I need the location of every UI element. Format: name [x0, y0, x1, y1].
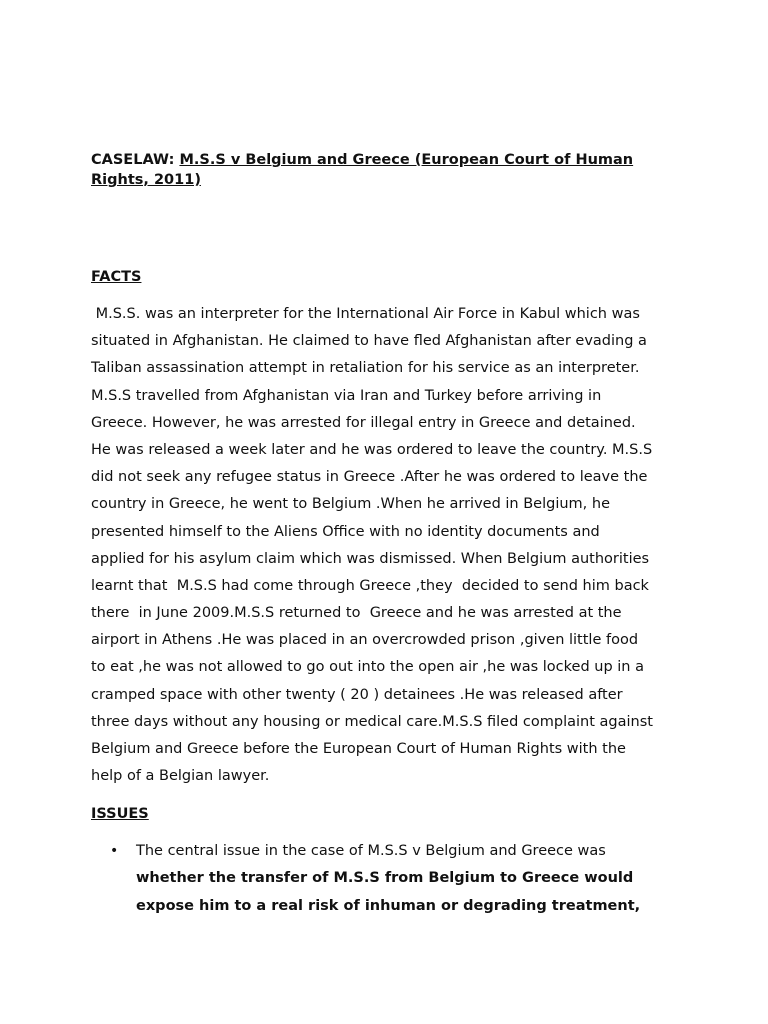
caselaw-heading	[91, 150, 681, 190]
facts-line: applied for his asylum claim which was dismissed. When Belgium authorities	[91, 550, 650, 567]
facts-line: to eat ,he was not allowed to go out into the open air ,he was locked up in a	[91, 659, 644, 676]
issues-heading: ISSUES	[91, 806, 149, 822]
facts-line: country in Greece, he went to Belgium .When he arrived in Belgium, he	[91, 496, 610, 513]
facts-line: there in June 2009.M.S.S returned to Greece and he was arrested at the	[91, 605, 622, 622]
facts-paragraph	[91, 301, 691, 790]
case-title: M.S.S v Belgium and Greece (European Court of Human Rights, 2011)	[91, 152, 634, 188]
list-item	[91, 838, 691, 920]
facts-line: help of a Belgian lawyer.	[91, 768, 270, 785]
facts-line: Belgium and Greece before the European Court of Human Rights with the	[91, 741, 626, 757]
facts-line: M.S.S travelled from Afghanistan via Iran and Turkey before arriving in	[91, 387, 602, 404]
facts-line: He was released a week later and he was ordered to leave the country. M.S.S	[91, 441, 653, 458]
facts-line: three days without any housing or medical care.M.S.S filed complaint against	[91, 713, 653, 730]
facts-line: Taliban assassination attempt in retaliation for his service as an interpreter.	[91, 360, 640, 377]
issue-text: The central issue in the case of M.S.S v Belgium and Greece was	[136, 843, 606, 859]
issues-list	[91, 838, 691, 920]
facts-line: situated in Afghanistan. He claimed to have fled Afghanistan after evading a	[91, 333, 647, 350]
facts-line: did not seek any refugee status in Greece .After he was ordered to leave the	[91, 469, 648, 486]
facts-line: airport in Athens .He was placed in an overcrowded prison ,given little food	[91, 632, 639, 649]
caselaw-label: CASELAW:	[91, 152, 175, 168]
issue-text-bold: expose him to a real risk of inhuman or degrading treatment,	[136, 897, 641, 914]
facts-line: learnt that M.S.S had come through Greece ,they decided to send him back	[91, 577, 649, 594]
facts-line: cramped space with other twenty ( 20 ) detainees .He was released after	[91, 686, 623, 703]
facts-heading: FACTS	[91, 269, 142, 285]
facts-line: presented himself to the Aliens Office with no identity documents and	[91, 523, 600, 540]
issue-text-bold: whether the transfer of M.S.S from Belgium to Greece would	[136, 870, 634, 887]
bullet-icon: •	[110, 843, 119, 859]
facts-line: M.S.S. was an interpreter for the International Air Force in Kabul which was	[91, 306, 640, 322]
facts-line: Greece. However, he was arrested for illegal entry in Greece and detained.	[91, 414, 636, 431]
